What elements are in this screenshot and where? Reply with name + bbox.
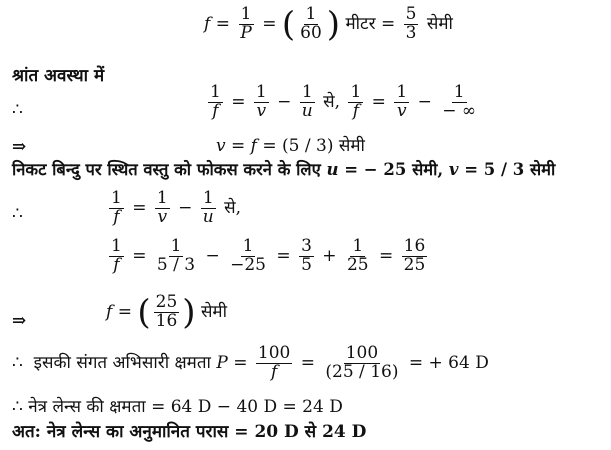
var-f: f [106,301,113,322]
relaxed-state-heading: श्रांत अवस्था में [12,66,105,86]
unit-cm: सेमी [200,301,227,322]
implies-symbol-2: ⇒ [12,311,27,331]
var-u: u [326,160,339,179]
frac-100-over-f: $\frac{100}{f}$ [257,343,291,382]
unit-cm: सेमी [338,136,365,156]
lens-calc: = 64 D − 40 D = 24 D [151,397,343,417]
var-v: v [216,136,226,156]
frac-1-over-neg-inf: $\frac{1}{- \infty}$ [442,82,477,121]
paren-open: ( [281,4,296,45]
frac-1-over-f: $\frac{1}{f}$ [111,188,122,227]
unit-meter: मीटर [345,13,376,34]
frac-1-over-P: $\frac{1}{P}$ [240,4,252,43]
power-text: इसकी संगत अभिसारी क्षमता [33,352,211,373]
power-result: = + 64 D [408,352,489,373]
frac-1-over-neg25: $\frac{1}{-25}$ [230,236,267,275]
frac-1-over-v: $\frac{1}{v}$ [156,188,168,227]
frac-1-over-u: $\frac{1}{u}$ [301,82,313,121]
eq-lens-formula-relaxed: $\frac{1}{f}$ = $\frac{1}{v}$ − $\frac{1}{u}$ से, $\frac{1}{f}$ = $\frac{1}{v}$ − $\frac{1}{- \infty}$ [210,82,477,121]
var-P: P [216,352,228,373]
var-f: f [250,136,257,156]
from-text: से, [224,197,242,218]
near-point-text: निकट बिन्दु पर स्थित वस्तु को फोकस करने के लिए [12,160,321,179]
paren-close: ) [182,292,196,333]
unit-cm: सेमी [426,13,453,34]
eq-power: ∴ इसकी संगत अभिसारी क्षमता P = $\frac{100}{f}$ = $\frac{100}{(25 / 16)}$ = + 64 D [12,343,489,382]
frac-16-over-25: $\frac{16}{25}$ [403,236,426,275]
therefore-symbol-2: ∴ [12,204,23,224]
eq-substitution: $\frac{1}{f}$ = $\frac{1}{5 / 3}$ − $\frac{1}{-25}$ = $\frac{3}{5}$ + $\frac{1}{25}$ = $\frac{16}{25}$ [111,236,426,275]
frac-1-over-v: $\frac{1}{v}$ [255,82,267,121]
from-text: से, [323,91,341,112]
paren-close: ) [326,4,341,45]
paren-open: ( [137,292,151,333]
eq-focal-length-meter: f = $\frac{1}{P}$ = ( $\frac{1}{60}$ ) मीटर = $\frac{5}{3}$ सेमी [204,4,453,45]
frac-25-over-16: $\frac{25}{16}$ [155,292,178,331]
conclusion-text: अत: नेत्र लेन्स का अनुमानित परास [12,422,229,442]
therefore-symbol-1: ∴ [12,100,23,120]
near-point-statement [12,162,555,179]
frac-1-over-25: $\frac{1}{25}$ [346,236,369,275]
frac-1-over-f: $\frac{1}{f}$ [350,82,362,121]
conclusion-value: 20 D से 24 D [254,422,367,442]
frac-1-over-5by3: $\frac{1}{5 / 3}$ [156,236,196,275]
frac-1-over-60: $\frac{1}{60}$ [300,4,322,43]
eq-v-equals-f: v = f = (5 / 3) सेमी [216,136,365,156]
implies-symbol-1: ⇒ [12,137,27,157]
frac-100-over-25by16: $\frac{100}{(25 / 16)}$ [325,343,399,382]
eq-eye-lens-power [12,399,343,416]
frac-5-over-3: $\frac{5}{3}$ [405,4,417,43]
frac-1-over-f: $\frac{1}{f}$ [111,236,122,275]
therefore-symbol-3: ∴ [12,352,23,373]
value-5-by-3: (5 / 3) [282,136,334,156]
v-value: = 5 / 3 सेमी [464,160,556,179]
var-f: f [204,13,211,34]
eq-lens-formula-near: $\frac{1}{f}$ = $\frac{1}{v}$ − $\frac{1}{u}$ से, [111,188,242,227]
u-value: = − 25 सेमी, [344,160,444,179]
frac-1-over-v: $\frac{1}{v}$ [396,82,408,121]
eye-lens-power-text: नेत्र लेन्स की क्षमता [28,397,146,417]
eq-focal-result: f = ( $\frac{25}{16}$ ) सेमी [106,292,227,333]
frac-1-over-u: $\frac{1}{u}$ [202,188,214,227]
conclusion-statement: अत: नेत्र लेन्स का अनुमानित परास = 20 D से 24 D [12,422,367,442]
frac-1-over-f: $\frac{1}{f}$ [210,82,221,121]
var-v: v [448,160,459,179]
frac-3-over-5: $\frac{3}{5}$ [301,236,312,275]
therefore-symbol-4: ∴ [12,397,23,417]
